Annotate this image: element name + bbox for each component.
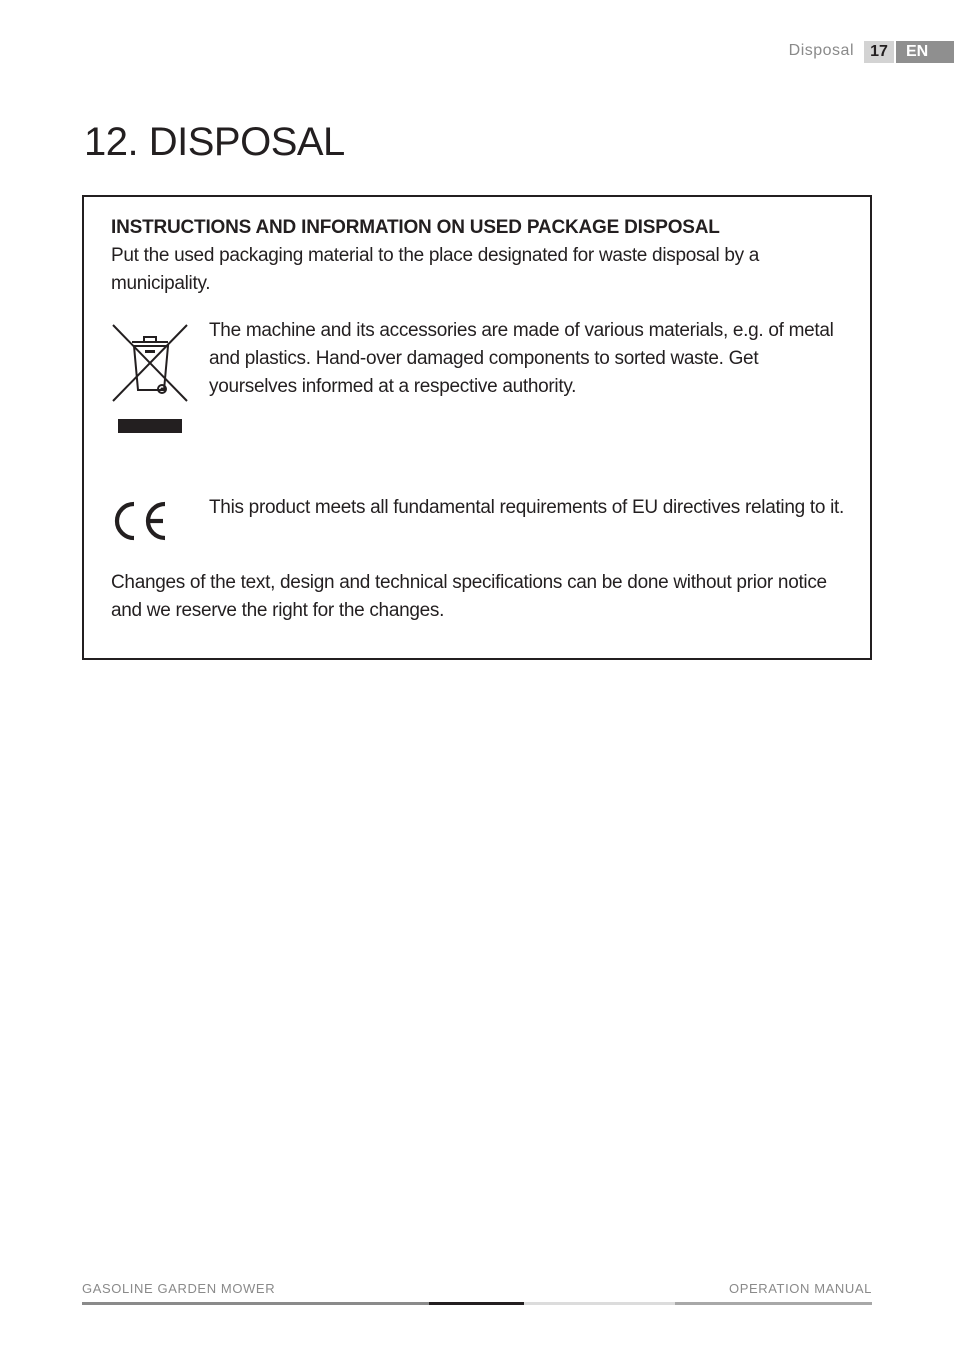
ce-mark-icon: [111, 500, 169, 542]
footer-bar-segment: [82, 1302, 429, 1305]
box-heading: INSTRUCTIONS AND INFORMATION ON USED PACKAGE DISPOSAL: [111, 217, 720, 238]
ce-compliance-text: This product meets all fundamental requirements of EU directives relating to it.: [209, 497, 844, 518]
header-page-number: 17: [864, 41, 894, 63]
crossed-out-wheelie-bin-icon: [110, 322, 190, 434]
footer-bar-segment: [675, 1302, 872, 1305]
footer-bar-segment: [524, 1302, 675, 1305]
header-section-name: Disposal: [788, 42, 854, 59]
packaging-disposal-text: Put the used packaging material to the place designated for waste disposal by a municipality.: [111, 245, 760, 294]
footer-product-name: GASOLINE GARDEN MOWER: [82, 1281, 276, 1296]
changes-notice-text: Changes of the text, design and technical specifications can be done without prior notice and we reserve the right for the changes.: [111, 572, 827, 621]
weee-disposal-text: The machine and its accessories are made of various materials, e.g. of metal and plastics. Hand-over damaged components to sorted waste. Get yourselves informed at a respective authority.: [209, 320, 834, 397]
header-language-tab: EN: [896, 41, 954, 63]
footer-bar-segment: [429, 1302, 524, 1305]
page-title: 12. DISPOSAL: [84, 120, 345, 164]
disposal-info-box: [82, 195, 872, 660]
footer-document-type: OPERATION MANUAL: [729, 1281, 872, 1296]
